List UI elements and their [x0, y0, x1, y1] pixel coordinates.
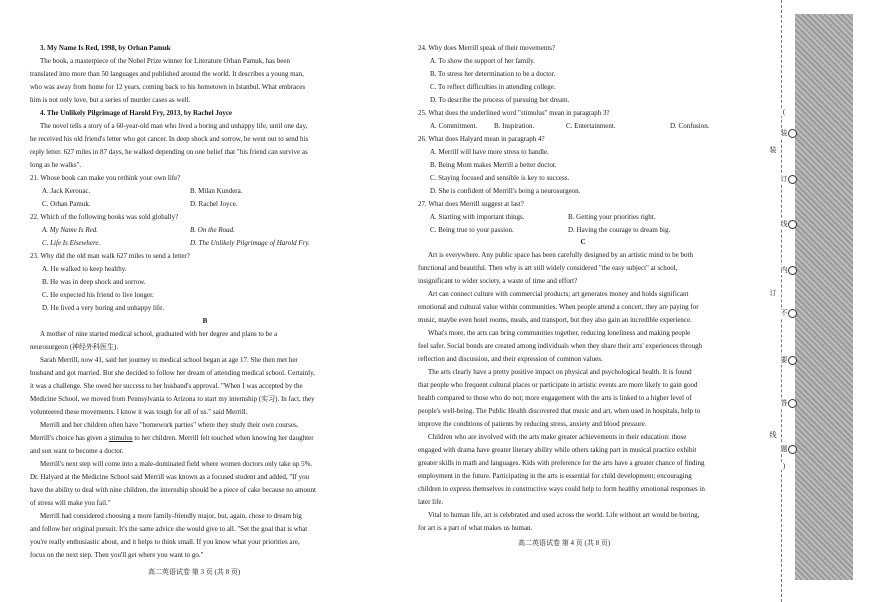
q21-options [30, 200, 380, 209]
binding-circle-icon [788, 129, 797, 138]
binding-label: 要 [777, 355, 791, 365]
passage-b-line: Dr. Halyard at the Medicine School said Merrill was known as a focused student and added, "If you [30, 473, 310, 481]
binding-label: 订 [777, 174, 791, 184]
binding-label: ( [777, 108, 791, 116]
item4-line: The novel tells a story of a 60-year-old man who lived a boring and unhappy life, until one day, [40, 122, 308, 130]
section-b-heading: B [202, 317, 208, 325]
q25-c: C. Entertainment. [566, 122, 616, 130]
page-footer-3: 高二英语试卷 第 3 页 (共 8 页) [148, 568, 241, 576]
passage-b-line: focus on the next step. Then you'll get where you want to go." [30, 551, 204, 559]
q27-c: C. Being true to your passion. [430, 226, 514, 234]
item3-line: translated into more than 50 languages and published around the world. It describes a young man, [30, 70, 304, 78]
q22-stem: 22. Which of the following books was sold globally? [30, 213, 179, 221]
passage-b-line: and follow her original pursuit. It's the same advice she would give to all. "Set the goal that is what [30, 525, 308, 533]
q21-stem: 21. Whose book can make you rethink your own life? [30, 174, 181, 182]
passage-c-line: insignificant to wider society, a waste of time and effort? [418, 277, 578, 285]
binding-circle-icon [788, 266, 797, 275]
page-footer-4: 高二英语试卷 第 4 页 (共 8 页) [518, 539, 611, 547]
q27-stem: 27. What does Merrill suggest at last? [418, 200, 524, 208]
passage-c-line: The arts clearly have a pretty positive impact on physical and psychological health. It is found [428, 368, 692, 376]
passage-b-line: neurosurgeon (神经外科医生). [30, 343, 119, 351]
q24-b: B. To stress her determination to be a doctor. [430, 70, 556, 78]
q24-stem: 24. Why does Merrill speak of their movements? [418, 44, 556, 52]
q27-a: A. Starting with important things. [430, 213, 525, 221]
q21-d: D. Rachel Joyce. [190, 200, 238, 208]
q22-d: D. The Unlikely Pilgrimage of Harold Fry. [190, 239, 310, 247]
q27-d: D. Having the courage to dream big. [568, 226, 671, 234]
q25-a: A. Commitment. [430, 122, 478, 130]
passage-c-line: Art is everywhere. Any public space has been carefully designed by an artistic mind to be both [428, 251, 693, 259]
q25-b: B. Inspiration. [494, 122, 535, 130]
passage-b-line: Merrill and her children often have "homework parties" where they study their own courses. [40, 421, 299, 429]
q24-d: D. To describe the process of pursuing her dream. [430, 96, 570, 104]
q26-c: C. Staying focused and sensible is key to success. [430, 174, 570, 182]
passage-b-line: Sarah Merrill, now 41, said her journey to medical school began at age 17. She then met her [40, 356, 298, 364]
q22-a: A. My Name Is Red. [42, 226, 98, 234]
passage-c-line: later life. [418, 498, 444, 506]
binding-label: ) [777, 462, 791, 470]
passage-c-line: emotional and cultural value within communities. When people attend a concert, they are paying for [418, 303, 699, 311]
passage-b-line: Merrill had considered choosing a more family-friendly major, but, again, chose to dream big [40, 512, 302, 520]
q24-c: C. To reflect difficulties in attending college. [430, 83, 556, 91]
passage-b-line: volunteered these movements. I know it was tough for all of us." said Merrill. [30, 408, 248, 416]
passage-c-line: improve the conditions of patients by reducing stress, anxiety and blood pressure. [418, 420, 647, 428]
binding-side-label: 装 [769, 146, 777, 154]
q23-d: D. He lived a very boring and unhappy life. [42, 304, 165, 312]
binding-label: 不 [777, 308, 791, 318]
q22-b: B. On the Road. [190, 226, 235, 234]
binding-label: 线 [777, 219, 791, 229]
item3-title: 3. My Name Is Red, 1998, by Orhan Pamuk [40, 44, 171, 52]
passage-b-line: have the ability to deal with nine children, the internship should be a piece of cake because no amount [30, 486, 316, 494]
passage-c-line: health compared to those who do not; more engagement with the arts is linked to a higher level of [418, 394, 692, 402]
q22-options [30, 239, 380, 248]
q21-a: A. Jack Kerouac. [42, 187, 91, 195]
q23-b: B. He was in deep shock and sorrow. [42, 278, 146, 286]
q27-b: B. Getting your priorities right. [568, 213, 656, 221]
binding-circle-icon [788, 445, 797, 454]
binding-dashed-line [781, 0, 782, 602]
passage-b-line: of stress will make you fail." [30, 499, 111, 507]
passage-c-line: children to express themselves in constructive ways could help to form healthy emotional responses in [418, 485, 705, 493]
binding-label: 装 [777, 128, 791, 138]
passage-c-line: functional and beautiful. Then why is art still widely considered "the easy subject" at school, [418, 264, 678, 272]
passage-c-line: people's well-being. The Public Health discovered that music and art, when used in hospitals, help to [418, 407, 701, 415]
binding-circle-icon [788, 356, 797, 365]
passage-c-line: Vital to human life, art is celebrated and used across the world. Life without art would be boring, [428, 511, 700, 519]
item3-line: The book, a masterpiece of the Nobel Prize winner for Literature Orhan Pamuk, has been [40, 57, 290, 65]
q23-stem: 23. Why did the old man walk 627 miles to send a letter? [30, 252, 190, 260]
q26-stem: 26. What does Halyard mean in paragraph 4? [418, 135, 545, 143]
binding-label: 内 [777, 265, 791, 275]
q22-c: C. Life Is Elsewhere. [42, 239, 101, 247]
q25-d: D. Confusion. [670, 122, 710, 130]
binding-circle-icon [788, 309, 797, 318]
q21-b: B. Milan Kundera. [190, 187, 243, 195]
q21-options [30, 187, 380, 196]
passage-b-line: A mother of nine started medical school, graduated with her degree and plans to be a [40, 330, 278, 338]
passage-b-line-stimulus: Merrill's choice has given a stimulus to her children. Merrill felt touched when knowing her daughter [30, 434, 314, 442]
passage-c-line: engaged with drama have greater literary ability while others taking part in musical practice exhibit [418, 446, 697, 454]
passage-c-line: Art can connect culture with commercial products; art generates money and holds significant [428, 290, 689, 298]
passage-c-line: greater skills in math and languages. Kids with preference for the arts have a greater chance of finding [418, 459, 705, 467]
section-c-heading: C [580, 238, 586, 246]
binding-margin-pattern [795, 14, 853, 580]
q27-options [418, 226, 748, 235]
item4-line: reply letter. 627 miles in 87 days, he walked depending on one belief that "his friend can survive as [30, 148, 308, 156]
item4-line: long as he walks". [30, 161, 82, 169]
binding-circle-icon [788, 399, 797, 408]
underlined-word-stimulus: stimulus [108, 434, 133, 442]
passage-c-line: reflection and discussion, and their expression of common values. [418, 355, 603, 363]
passage-b-line: Merrill's next step will come into a male-dominated field where women doctors only take up 5%. [40, 460, 313, 468]
passage-c-line: Children who are involved with the arts make greater achievements in their education: those [428, 433, 687, 441]
binding-circle-icon [788, 175, 797, 184]
left-page [30, 0, 380, 602]
item4-line: he received his old friend's letter who got cancer. In deep shock and sorrow, he went out to send his [30, 135, 309, 143]
right-page [418, 0, 748, 602]
passage-c-line: for art is a part of what makes us human. [418, 524, 533, 532]
binding-circle-icon [788, 220, 797, 229]
q23-a: A. He walked to keep healthy. [42, 265, 127, 273]
passage-b-line: you're really enthusiastic about, and it helps to think small. If you know what your priorities are, [30, 538, 300, 546]
q22-options [30, 226, 380, 235]
binding-side-label: 线 [769, 431, 777, 439]
passage-c-line: employment in the future. Participating in the arts is essential for child development; encouraging [418, 472, 692, 480]
passage-b-line: husband and got married. But she decided to follow her dream of attending medical school. Certainly, [30, 369, 315, 377]
passage-b-line: it was a challenge. She owed her success to her husband's approval. "When I was accepted by the [30, 382, 303, 390]
passage-c-line: that people who frequent cultural places or participate in artistic events are more likely to gain good [418, 381, 698, 389]
binding-label: 题 [777, 444, 791, 454]
q21-c: C. Orhan Pamuk. [42, 200, 91, 208]
passage-c-line: What's more, the arts can bring communities together, reducing loneliness and making people [428, 329, 691, 337]
item4-title: 4. The Unlikely Pilgrimage of Harold Fry, 2013, by Rachel Joyce [40, 109, 233, 117]
q26-d: D. She is confident of Merrill's being a neurosurgeon. [430, 187, 581, 195]
q25-stem: 25. What does the underlined word "stimulus" mean in paragraph 3? [418, 109, 610, 117]
q26-a: A. Merrill will have more stress to handle. [430, 148, 549, 156]
binding-side-label: 订 [769, 289, 777, 297]
q25-options [418, 122, 748, 131]
passage-c-line: music, maybe even hotel rooms, meals, and transport, but they also gain an incredible experience. [418, 316, 692, 324]
q23-c: C. He expected his friend to live longer. [42, 291, 154, 299]
q24-a: A. To show the support of her family. [430, 57, 535, 65]
passage-b-line: and son want to become a doctor. [30, 447, 124, 455]
q26-b: B. Being Mom makes Merrill a better doctor. [430, 161, 557, 169]
item3-line: him is not only love, but a series of murder cases as well. [30, 96, 191, 104]
item3-line: who was away from home for 12 years, coming back to his hometown in Istanbul. What embraces [30, 83, 306, 91]
passage-c-line: feel safer. Social bonds are created among individuals when they share their arts' experiences through [418, 342, 703, 350]
q27-options [418, 213, 748, 222]
binding-label: 答 [777, 398, 791, 408]
passage-b-line: Medicine School, we moved from Pennsylvania to Arizona to start my internship (实习). In fact, they [30, 395, 315, 403]
